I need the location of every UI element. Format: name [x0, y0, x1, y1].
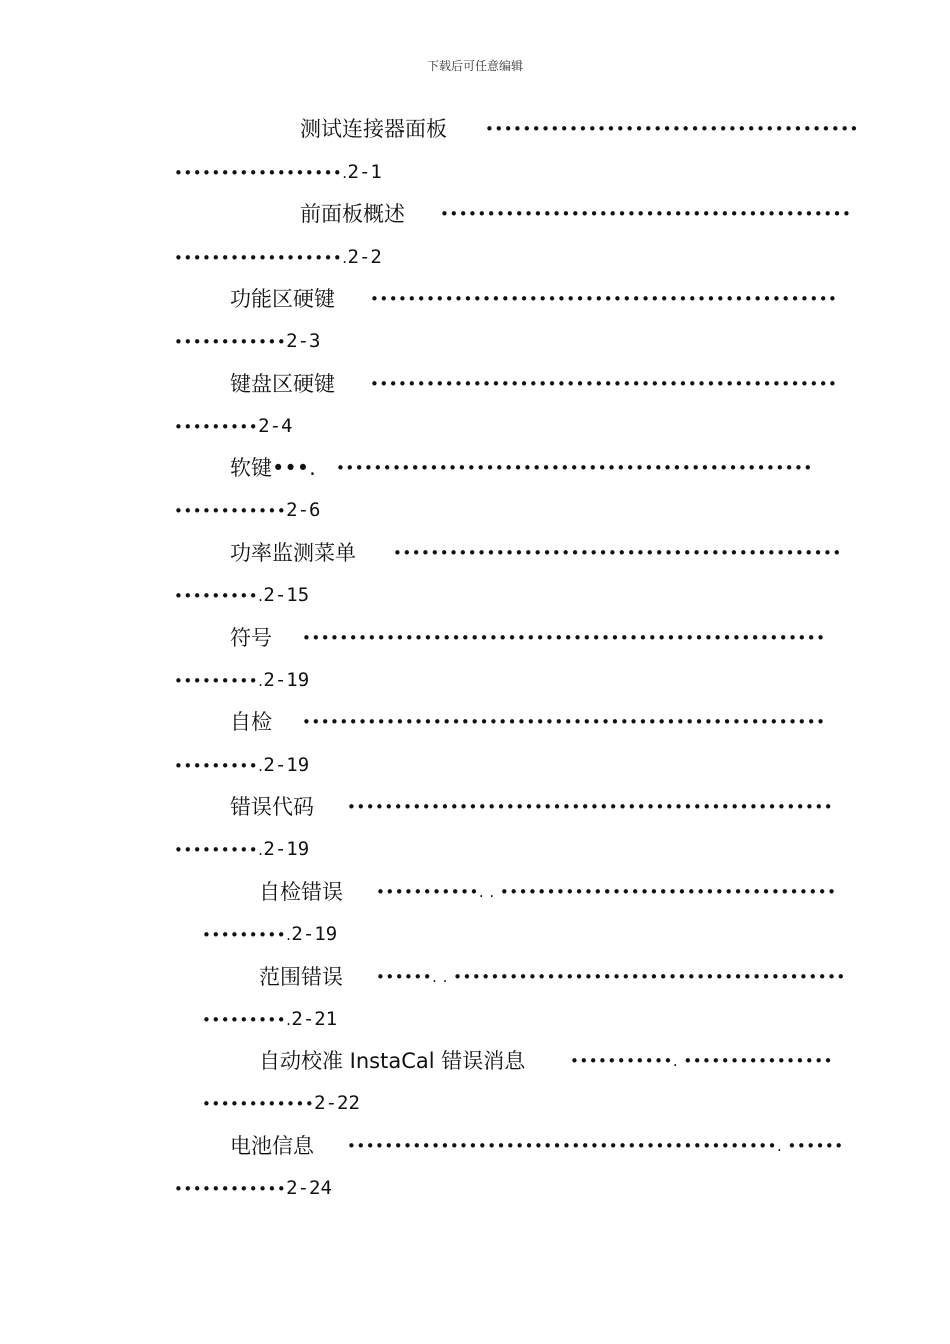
toc-entry-page-line	[202, 919, 337, 949]
toc-page-number: 2-15	[263, 584, 310, 606]
toc-entry-title: 错误代码	[230, 795, 314, 819]
toc-leader-dots: ••••••. . ••••••••••••••••••••••••••••••••••••••••••	[376, 968, 846, 986]
toc-leader-dots: ••••••••••••••••••••••••••••••••••••••••••••••••	[393, 544, 842, 562]
page-header: 下载后可任意编辑	[426, 59, 523, 73]
toc-leader-dots: ••••••••••••••••••••••••••••••••••••••••••••••••••••••••	[302, 629, 826, 647]
toc-leader-dots: ••••••••••••	[202, 1095, 315, 1113]
toc-leader-dots: ••••••••••••••••••••••••••••••••••••••••••••••••••	[370, 375, 838, 393]
toc-entry-title: 软键•••.	[230, 456, 316, 480]
toc-entry-title: 自检	[230, 710, 272, 734]
toc-entry-page-line	[174, 750, 309, 780]
toc-leader-dots: ••••••••••••••••••••••••••••••••••••••••••••••••••••	[347, 798, 834, 816]
toc-page-number: 2-2	[347, 246, 382, 268]
toc-page-number: 2-19	[263, 669, 310, 691]
toc-leader-dots: •••••••••.	[202, 1011, 292, 1029]
toc-entry-title: 测试连接器面板	[300, 117, 447, 141]
toc-page-number: 2-19	[291, 923, 338, 945]
toc-entry-page-line	[174, 242, 382, 272]
toc-entry-page-line	[174, 326, 321, 356]
toc-page-number: 2-19	[263, 754, 310, 776]
toc-entry-title: 符号	[230, 626, 272, 650]
toc-page-number: 2-21	[291, 1008, 338, 1030]
toc-leader-dots: •••••••••.	[174, 672, 264, 690]
toc-leader-dots: •••••••••••. ••••••••••••••••	[570, 1052, 833, 1070]
toc-entry-page-line	[174, 157, 382, 187]
toc-leader-dots: ••••••••••••••••••••••••••••••••••••••••••••••. ••••••	[347, 1137, 844, 1155]
toc-page-number: 2-3	[286, 330, 321, 352]
toc-entry-page-line	[174, 1173, 332, 1203]
toc-leader-dots: ••••••••••••••••••••••••••••••••••••••••••••••••••••••••	[302, 713, 826, 731]
toc-entry-title: 范围错误	[259, 965, 343, 989]
toc-leader-dots: ••••••••••••	[174, 1180, 287, 1198]
toc-leader-dots: •••••••••••. . ••••••••••••••••••••••••••••••••••••	[376, 883, 837, 901]
toc-leader-dots: •••••••••.	[202, 926, 292, 944]
toc-leader-dots: •••••••••••••••••••••••••••••••••••••••••••••••••••	[336, 459, 813, 477]
toc-entry-page-line	[174, 665, 309, 695]
toc-leader-dots: ••••••••••••••••••.	[174, 164, 348, 182]
toc-entry-title: 前面板概述	[300, 202, 405, 226]
toc-page-number: 2-4	[258, 415, 293, 437]
toc-entry-title: 功率监测菜单	[230, 541, 356, 565]
toc-leader-dots: ••••••••••••••••••••••••••••••••••••••••••••	[440, 205, 852, 223]
toc-entry-page-line	[174, 495, 321, 525]
toc-entry-page-line	[174, 411, 292, 441]
toc-page-number: 2-6	[286, 499, 321, 521]
toc-page-number: 2-19	[263, 838, 310, 860]
toc-leader-dots: ••••••••••••••••••••••••••••••••••••••••	[485, 120, 859, 138]
toc-entry-page-line	[202, 1004, 337, 1034]
toc-entry-title: 功能区硬键	[230, 287, 335, 311]
toc-entry-title: 自检错误	[259, 880, 343, 904]
toc-entry-page-line	[174, 580, 309, 610]
toc-leader-dots: •••••••••	[174, 418, 259, 436]
toc-page-number: 2-1	[347, 161, 382, 183]
toc-entry-page-line	[202, 1088, 360, 1118]
toc-leader-dots: ••••••••••••	[174, 333, 287, 351]
toc-entry-title: 电池信息	[230, 1134, 314, 1158]
toc-leader-dots: ••••••••••••••••••.	[174, 249, 348, 267]
toc-leader-dots: •••••••••.	[174, 841, 264, 859]
toc-leader-dots: •••••••••.	[174, 757, 264, 775]
toc-entry-page-line	[174, 834, 309, 864]
toc-leader-dots: •••••••••.	[174, 587, 264, 605]
toc-page-number: 2-22	[314, 1092, 360, 1114]
toc-entry-title: 自动校准 InstaCal 错误消息	[259, 1049, 526, 1073]
toc-entry-title: 键盘区硬键	[230, 372, 335, 396]
toc-page-number: 2-24	[286, 1177, 332, 1199]
toc-leader-dots: ••••••••••••••••••••••••••••••••••••••••••••••••••	[370, 290, 838, 308]
toc-leader-dots: ••••••••••••	[174, 502, 287, 520]
